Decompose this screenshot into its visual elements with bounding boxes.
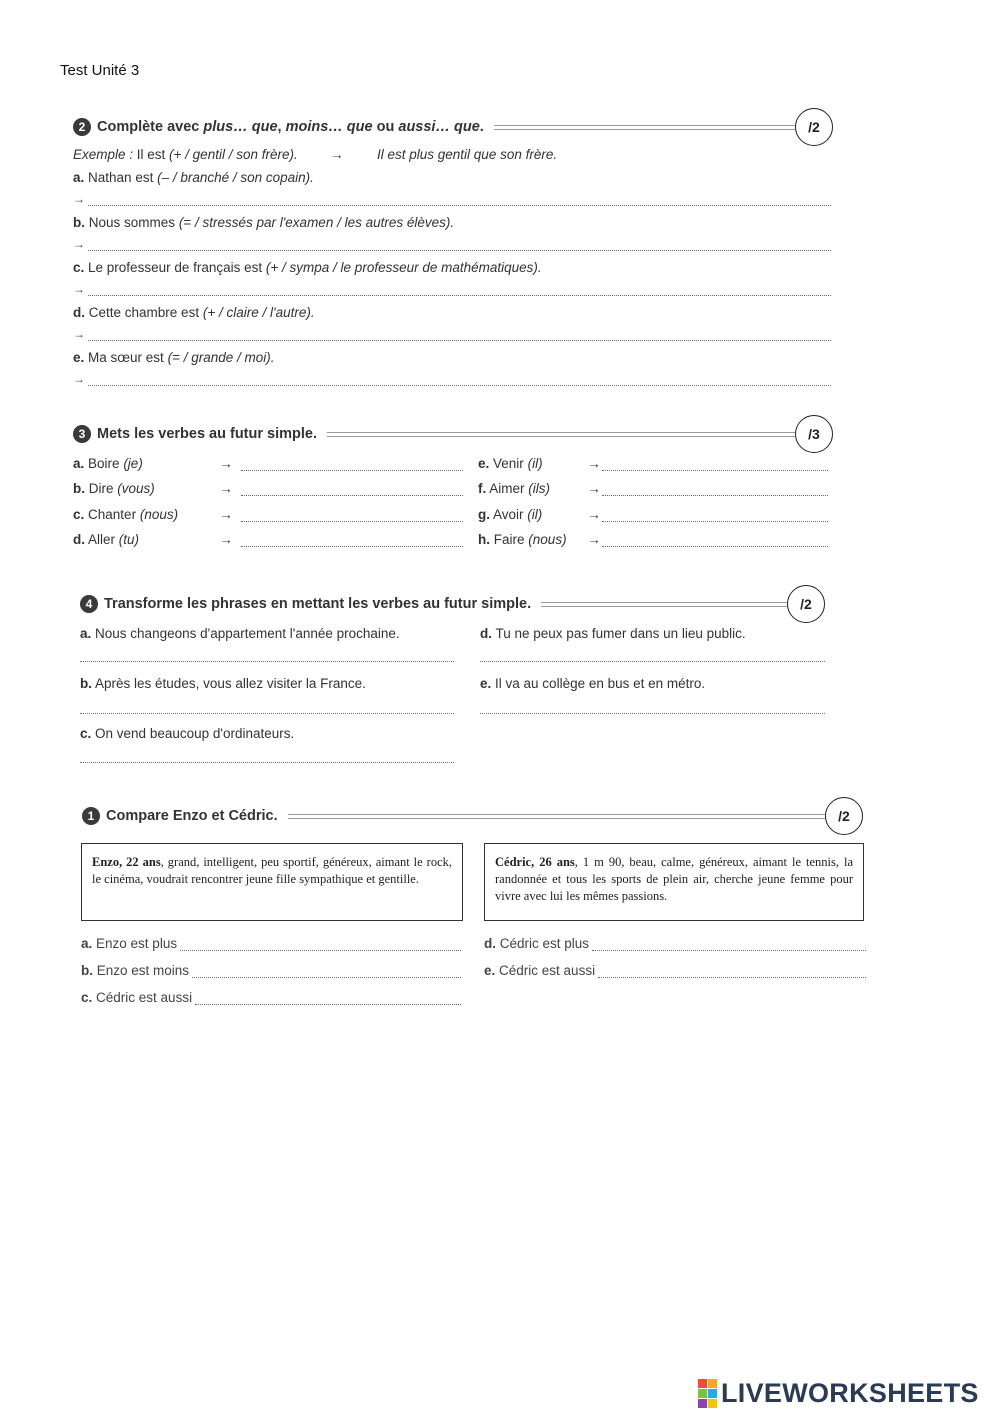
exercise-1-header xyxy=(82,797,863,835)
ex3-item-f[interactable]: f. Aimer (ils) → xyxy=(478,481,828,496)
profile-cedric: Cédric, 26 ans, 1 m 90, beau, calme, généreux, aimant le tennis, la randonnée et tous les sports de plein air, cherche jeune femme pour vivre avec lui les mêmes passions. xyxy=(484,843,864,921)
exercise-3-number: 3 xyxy=(73,425,91,443)
liveworksheets-logo xyxy=(698,1378,979,1409)
ex4-answer-c[interactable] xyxy=(80,761,454,763)
brand-logo-icon xyxy=(698,1379,717,1408)
ex2-item-b: b. Nous sommes (= / stressés par l'examen / les autres élèves). xyxy=(73,215,455,230)
ex4-answer-e[interactable] xyxy=(480,712,825,714)
exercise-4-title: Transforme les phrases en mettant les verbes au futur simple. xyxy=(104,596,532,612)
exercise-2-title: Complète avec plus… que, moins… que ou aussi… que. xyxy=(97,119,484,135)
ex2-answer-b[interactable]: → xyxy=(73,237,831,251)
ex2-answer-d[interactable]: → xyxy=(73,327,831,341)
ex3-item-b[interactable]: b. Dire (vous) → xyxy=(73,481,463,496)
exercise-2-header xyxy=(73,108,833,146)
ex4-item-c: c. On vend beaucoup d'ordinateurs. xyxy=(80,726,295,741)
ex3-item-h[interactable]: h. Faire (nous) → xyxy=(478,532,828,547)
ex2-item-c: c. Le professeur de français est (+ / sympa / le professeur de mathématiques). xyxy=(73,260,542,275)
ex4-item-d: d. Tu ne peux pas fumer dans un lieu public. xyxy=(480,626,746,641)
ex2-item-e: e. Ma sœur est (= / grande / moi). xyxy=(73,350,275,365)
example-answer: Il est plus gentil que son frère. xyxy=(377,147,558,162)
ex1-item-b[interactable]: b. Enzo est moins xyxy=(81,963,461,978)
ex4-answer-d[interactable] xyxy=(480,660,825,662)
ex2-answer-c[interactable]: → xyxy=(73,282,831,296)
example-arrow: → xyxy=(330,147,344,162)
ex3-item-e[interactable]: e. Venir (il) → xyxy=(478,456,828,471)
exercise-3-header xyxy=(73,415,833,453)
exercise-1-score: /2 xyxy=(825,797,863,835)
exercise-4-number: 4 xyxy=(80,595,98,613)
brand-name: LIVEWORKSHEETS xyxy=(721,1378,979,1408)
ex2-answer-a[interactable]: → xyxy=(73,192,831,206)
ex1-item-d[interactable]: d. Cédric est plus xyxy=(484,936,866,951)
exercise-2-score: /2 xyxy=(795,108,833,146)
exercise-3-score: /3 xyxy=(795,415,833,453)
exercise-4-header xyxy=(80,585,825,623)
ex4-item-b: b. Après les études, vous allez visiter la France. xyxy=(80,676,366,691)
profile-enzo: Enzo, 22 ans, grand, intelligent, peu sportif, généreux, aimant le rock, le cinéma, voudrait rencontrer jeune fille sympathique et gentille. xyxy=(81,843,463,921)
exercise-2-example: Exemple : Il est (+ / gentil / son frère). xyxy=(73,147,298,162)
exercise-3-title: Mets les verbes au futur simple. xyxy=(97,426,317,442)
ex3-item-a[interactable]: a. Boire (je) → xyxy=(73,456,463,471)
exercise-1-rule xyxy=(288,814,825,819)
ex3-item-d[interactable]: d. Aller (tu) → xyxy=(73,532,463,547)
exercise-2-rule xyxy=(494,125,795,130)
exercise-1-title: Compare Enzo et Cédric. xyxy=(106,808,278,824)
ex3-item-g[interactable]: g. Avoir (il) → xyxy=(478,507,828,522)
ex4-answer-b[interactable] xyxy=(80,712,454,714)
exercise-3-rule xyxy=(327,432,795,437)
page-title: Test Unité 3 xyxy=(60,62,140,79)
ex3-item-c[interactable]: c. Chanter (nous) → xyxy=(73,507,463,522)
exercise-4-score: /2 xyxy=(787,585,825,623)
ex2-item-a: a. Nathan est (– / branché / son copain). xyxy=(73,170,314,185)
ex1-item-c[interactable]: c. Cédric est aussi xyxy=(81,990,461,1005)
exercise-4-rule xyxy=(541,602,787,607)
ex1-item-e[interactable]: e. Cédric est aussi xyxy=(484,963,866,978)
ex4-item-a: a. Nous changeons d'appartement l'année prochaine. xyxy=(80,626,400,641)
ex1-item-a[interactable]: a. Enzo est plus xyxy=(81,936,461,951)
exercise-1-number: 1 xyxy=(82,807,100,825)
ex2-item-d: d. Cette chambre est (+ / claire / l'autre). xyxy=(73,305,315,320)
ex4-item-e: e. Il va au collège en bus et en métro. xyxy=(480,676,706,691)
ex4-answer-a[interactable] xyxy=(80,660,454,662)
ex2-answer-e[interactable]: → xyxy=(73,372,831,386)
exercise-2-number: 2 xyxy=(73,118,91,136)
